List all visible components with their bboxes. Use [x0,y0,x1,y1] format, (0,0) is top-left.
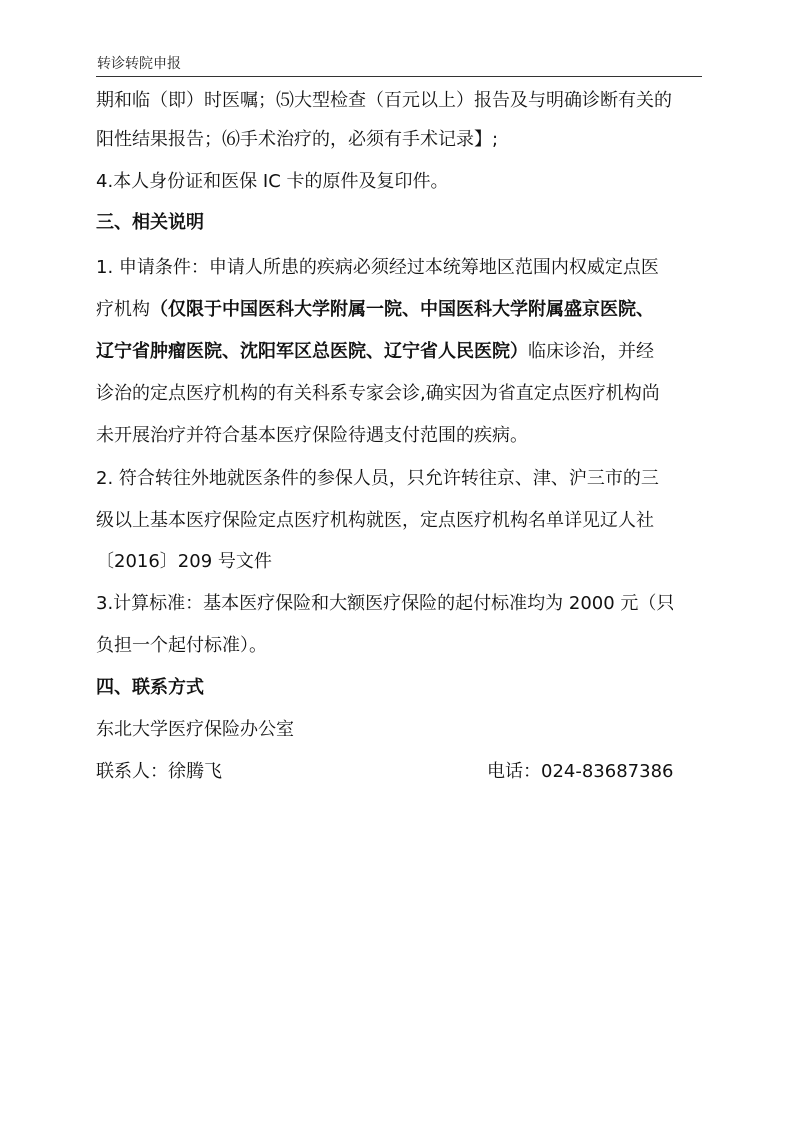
text-span: 疗机构 [96,299,150,320]
text-line: 负担一个起付标准）。 [96,635,267,656]
text-span: 临床诊治，并经 [528,341,654,362]
text-line: 4.本人身份证和医保 IC 卡的原件及复印件。 [96,171,449,192]
text-line: 诊治的定点医疗机构的有关科系专家会诊,确实因为省直定点医疗机构尚 [96,383,660,404]
contact-phone: 电话：024-83687386 [487,761,674,782]
text-line: 期和临（即）时医嘱；⑸大型检查（百元以上）报告及与明确诊断有关的 [96,90,672,111]
office-name: 东北大学医疗保险办公室 [96,719,294,740]
text-line: 未开展治疗并符合基本医疗保险待遇支付范围的疾病。 [96,425,528,446]
text-line: 级以上基本医疗保险定点医疗机构就医，定点医疗机构名单详见辽人社 [96,510,654,531]
text-line: 2. 符合转往外地就医条件的参保人员，只允许转往京、津、沪三市的三 [96,468,659,489]
text-line: 3.计算标准：基本医疗保险和大额医疗保险的起付标准均为 2000 元（只 [96,593,675,614]
text-line: 〔2016〕209 号文件 [96,551,272,572]
bold-hospital-list: 辽宁省肿瘤医院、沈阳军区总医院、辽宁省人民医院） [96,341,528,362]
text-line: 1. 申请条件：申请人所患的疾病必须经过本统筹地区范围内权威定点医 [96,257,659,278]
section-heading-4: 四、联系方式 [96,677,204,698]
bold-hospital-list: （仅限于中国医科大学附属一院、中国医科大学附属盛京医院、 [150,299,654,320]
page-header-title: 转诊转院申报 [97,56,181,72]
header-divider [96,76,702,77]
contact-person: 联系人：徐腾飞 [96,761,222,782]
text-line: 阳性结果报告；⑹手术治疗的，必须有手术记录】; [96,129,499,150]
text-line [96,298,654,322]
text-line [96,340,654,364]
section-heading-3: 三、相关说明 [96,212,204,233]
